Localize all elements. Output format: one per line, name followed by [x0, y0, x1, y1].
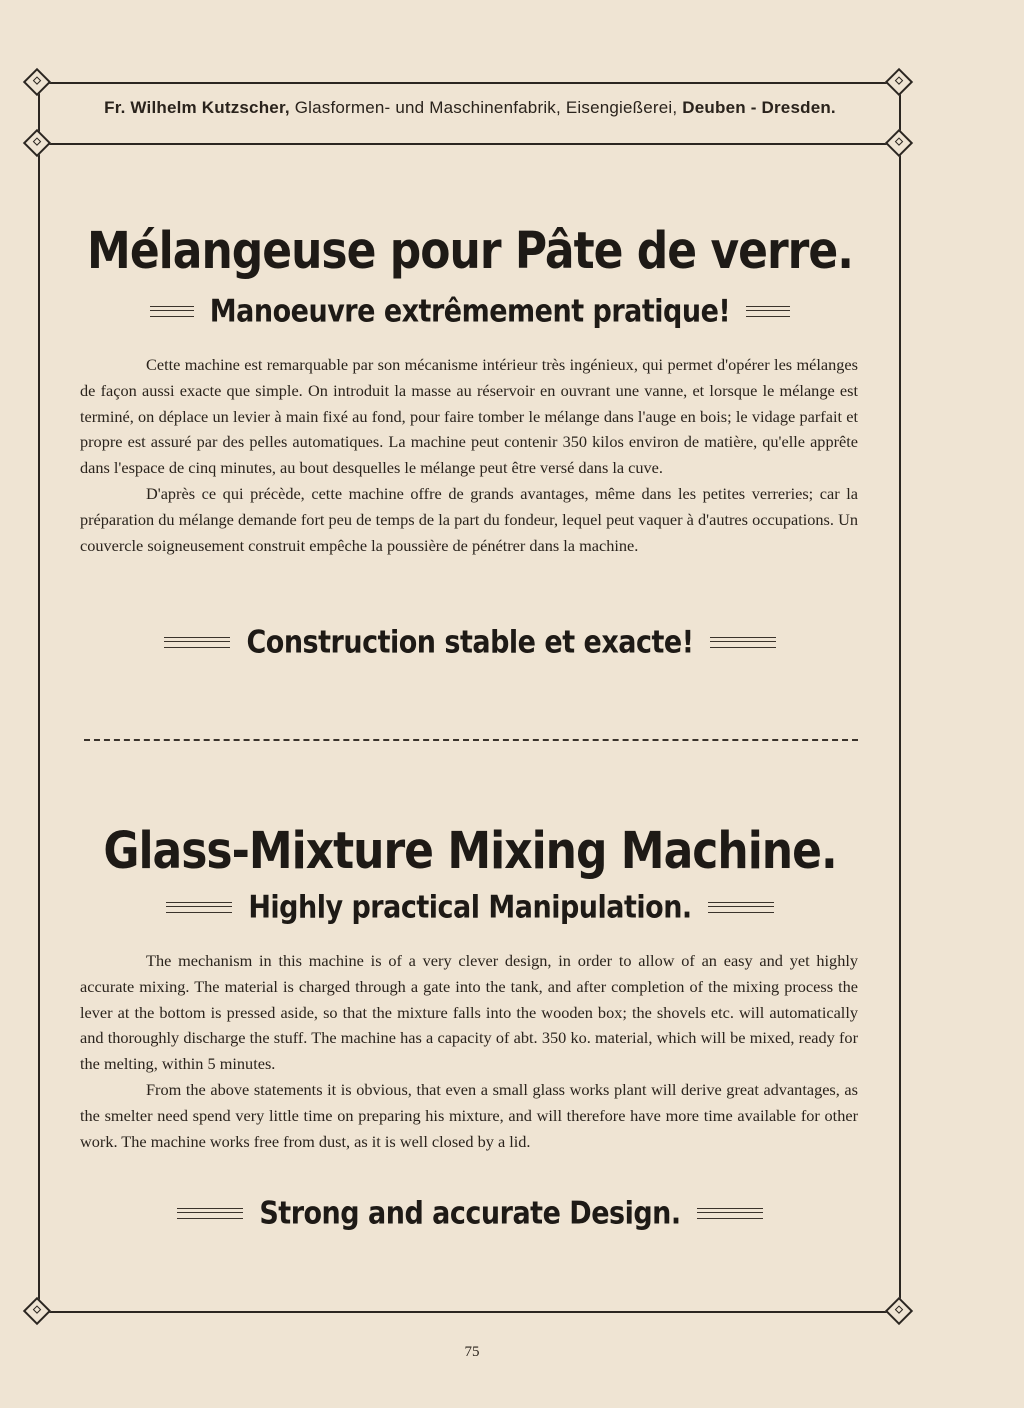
decorative-rule [166, 902, 232, 913]
corner-ornament-icon [23, 68, 51, 96]
french-subtitle: Manoeuvre extrêmement pratique! [209, 293, 731, 330]
french-closing: Construction stable et exacte! [246, 624, 694, 661]
section-separator [84, 739, 858, 741]
decorative-rule [746, 306, 790, 317]
company-name: Fr. Wilhelm Kutzscher, [104, 98, 290, 117]
english-closing: Strong and accurate Design. [259, 1195, 681, 1232]
corner-ornament-icon [885, 129, 913, 157]
english-subtitle-row [40, 889, 900, 926]
frame-bottom-line [34, 1311, 900, 1313]
frame-top-line [34, 82, 900, 84]
company-header [40, 98, 900, 118]
corner-ornament-icon [885, 1297, 913, 1325]
english-body [80, 948, 858, 1154]
decorative-rule [710, 637, 776, 648]
company-location: Deuben - Dresden. [682, 98, 836, 117]
corner-ornament-icon [23, 129, 51, 157]
paragraph: From the above statements it is obvious, that even a small glass works plant will derive great advantages, as the smelter need spend very little time on preparing his mixture, and will therefore have more time available for other work. The machine works free from dust, as it is well closed by a lid. [80, 1079, 858, 1151]
paragraph: The mechanism in this machine is of a very clever design, in order to allow of an easy and yet highly accurate mixing. The material is charged through a gate into the tank, and after completion of the mixing process the lever at the bottom is pressed aside, so that the mixture falls into the wooden box; the shovels etc. will automatically and thoroughly discharge the stuff. The machine has a capacity of abt. 350 ko. material, which will be mixed, ready for the melting, within 5 minutes. [80, 951, 858, 1074]
french-subtitle-row [40, 293, 900, 330]
decorative-rule [697, 1208, 763, 1219]
decorative-rule [164, 637, 230, 648]
french-title: Mélangeuse pour Pâte de verre. [87, 222, 853, 281]
french-body [80, 352, 858, 558]
english-title: Glass-Mixture Mixing Machine. [103, 822, 837, 881]
decorative-rule [177, 1208, 243, 1219]
english-closing-row [40, 1195, 900, 1232]
paragraph: D'après ce qui précède, cette machine offre de grands avantages, même dans les petites verreries; car la préparation du mélange demande fort peu de temps de la part du fondeur, lequel peut vaquer à d'autres occupations. Un couvercle soigneusement construit empêche la poussière de pénétrer dans la machine. [80, 483, 858, 555]
header-divider-line [34, 143, 900, 145]
company-description: Glasformen- und Maschinenfabrik, Eisengießerei, [294, 98, 678, 117]
french-closing-row [40, 624, 900, 661]
decorative-rule [150, 306, 194, 317]
english-subtitle: Highly practical Manipulation. [248, 889, 692, 926]
decorative-rule [708, 902, 774, 913]
paragraph: Cette machine est remarquable par son mécanisme intérieur très ingénieux, qui permet d'opérer les mélanges de façon aussi exacte que simple. On introduit la masse au réservoir en ouvrant une vanne, et lorsque le mélange est terminé, on déplace un levier à main fixé au fond, pour faire tomber le mélange dans l'auge en bois; le vidage parfait et propre est assuré par des pelles automatiques. La machine peut contenir 350 kilos environ de matière, qu'elle apprête dans l'espace de cinq minutes, au bout desquelles le mélange peut être versé dans la cuve. [80, 355, 858, 478]
corner-ornament-icon [885, 68, 913, 96]
page-number: 75 [464, 1344, 480, 1360]
corner-ornament-icon [23, 1297, 51, 1325]
